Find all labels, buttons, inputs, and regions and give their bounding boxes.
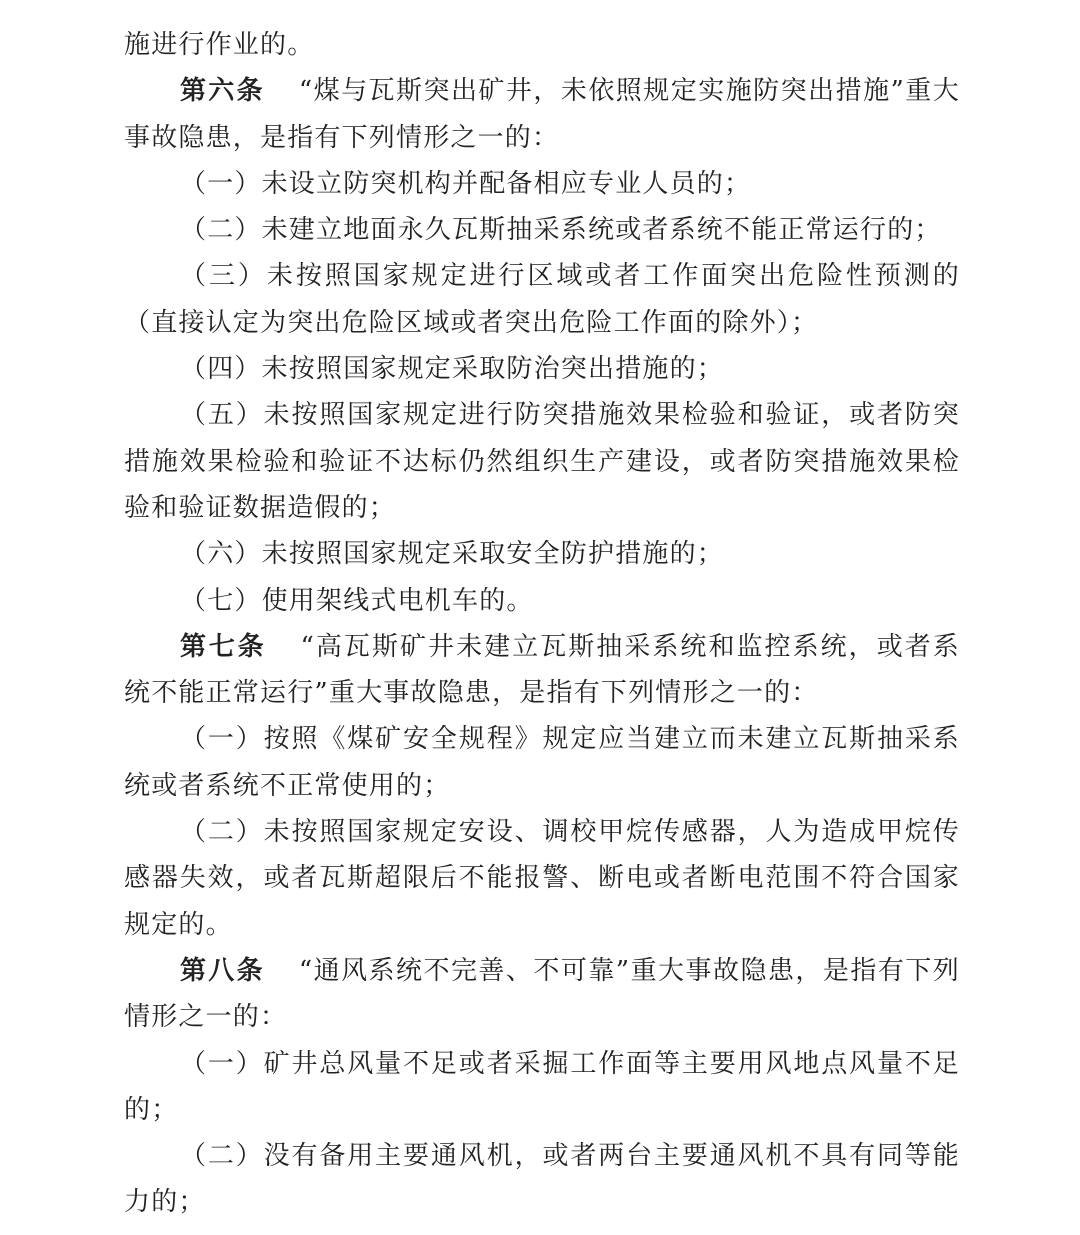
item-text: （四）未按照国家规定采取防治突出措施的；: [180, 354, 725, 385]
item-text: （七）使用架线式电机车的。: [180, 585, 534, 616]
item-text: （一）矿井总风量不足或者采掘工作面等主要用风地点风量不足的；: [124, 1048, 960, 1125]
article-number: 第八条: [180, 955, 265, 986]
item-text: （一）未设立防突机构并配备相应专业人员的；: [180, 168, 752, 199]
article-6-item-7: [124, 578, 960, 624]
paragraph-continuation: [124, 22, 960, 68]
article-6-item-6: [124, 531, 960, 577]
item-text: （二）未按照国家规定安设、调校甲烷传感器，人为造成甲烷传感器失效，或者瓦斯超限后不能报警、断电或者断电范围不符合国家规定的。: [124, 817, 960, 940]
article-text: “高瓦斯矿井未建立瓦斯抽采系统和监控系统，或者系统不能正常运行”重大事故隐患，是指有下列情形之一的：: [124, 631, 960, 709]
article-7: [124, 624, 960, 717]
article-6-item-5: [124, 392, 960, 531]
article-text: “煤与瓦斯突出矿井，未依照规定实施防突出措施”重大事故隐患，是指有下列情形之一的：: [124, 76, 960, 153]
article-6-item-4: [124, 346, 960, 392]
article-7-item-2: [124, 809, 960, 948]
article-6-item-3: [124, 253, 960, 346]
item-text: （二）未建立地面永久瓦斯抽采系统或者系统不能正常运行的；: [180, 215, 942, 246]
article-8: [124, 948, 960, 1041]
item-text: （二）没有备用主要通风机，或者两台主要通风机不具有同等能力的；: [124, 1141, 960, 1218]
item-text: （六）未按照国家规定采取安全防护措施的；: [180, 539, 725, 570]
article-number: 第七条: [180, 631, 267, 662]
article-6-item-2: [124, 207, 960, 253]
article-6-item-1: [124, 161, 960, 207]
article-number: 第六条: [180, 76, 265, 107]
paragraph-text: 施进行作业的。: [124, 30, 315, 60]
article-text: “通风系统不完善、不可靠”重大事故隐患，是指有下列情形之一的：: [124, 955, 960, 1033]
item-text: （一）按照《煤矿安全规程》规定应当建立而未建立瓦斯抽采系统或者系统不正常使用的；: [124, 724, 960, 801]
article-6: [124, 68, 960, 161]
item-text: （五）未按照国家规定进行防突措施效果检验和验证，或者防突措施效果检验和验证不达标仍然组织生产建设，或者防突措施效果检验和验证数据造假的；: [124, 400, 960, 523]
item-text: （三）未按照国家规定进行区域或者工作面突出危险性预测的（直接认定为突出危险区域或者突出危险工作面的除外）；: [124, 261, 960, 338]
article-7-item-1: [124, 716, 960, 809]
article-8-item-2: [124, 1133, 960, 1226]
article-8-item-1: [124, 1041, 960, 1134]
